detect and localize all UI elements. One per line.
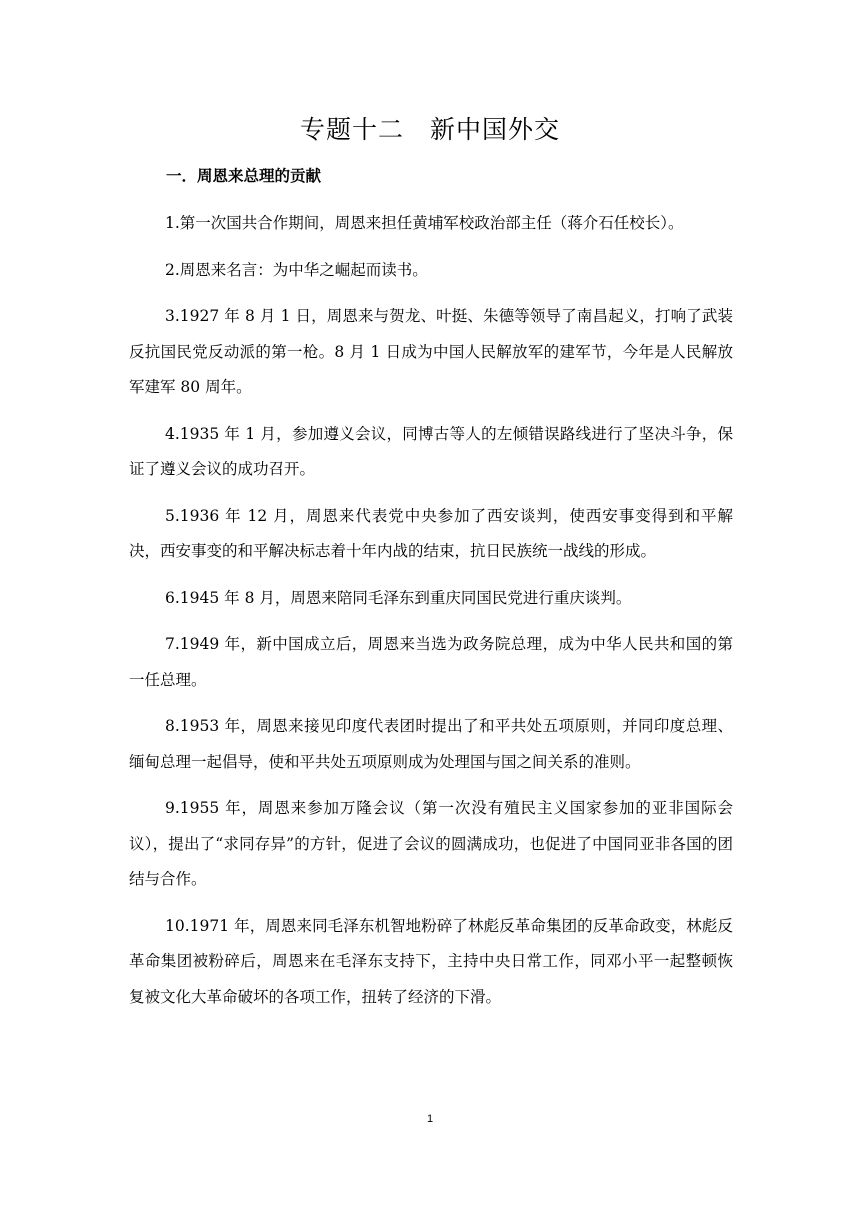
paragraph: 4.1935 年 1 月，参加遵义会议，同博古等人的左倾错误路线进行了坚决斗争，保证了遵义会议的成功召开。 xyxy=(129,424,733,478)
paragraph: 6.1945 年 8 月，周恩来陪同毛泽东到重庆同国民党进行重庆谈判。 xyxy=(165,588,632,607)
paragraph: 9.1955 年，周恩来参加万隆会议（第一次没有殖民主义国家参加的亚非国际会议），提出了“求同存异”的方针，促进了会议的圆满成功，也促进了中国同亚非各国的团结与合作。 xyxy=(129,799,733,888)
document-title: 专题十二 新中国外交 xyxy=(299,115,560,144)
paragraph: 7.1949 年，新中国成立后，周恩来当选为政务院总理，成为中华人民共和国的第一任总理。 xyxy=(129,635,733,689)
body-text xyxy=(129,206,733,1015)
paragraph: 3.1927 年 8 月 1 日，周恩来与贺龙、叶挺、朱德等领导了南昌起义，打响了武装反抗国民党反动派的第一枪。8 月 1 日成为中国人民解放军的建军节，今年是人民解放军建军 80 周年。 xyxy=(129,307,733,396)
section-heading: 一．周恩来总理的贡献 xyxy=(166,167,322,185)
paragraph: 10.1971 年，周恩来同毛泽东机智地粉碎了林彪反革命集团的反革命政变，林彪反革命集团被粉碎后，周恩来在毛泽东支持下，主持中央日常工作，同邓小平一起整顿恢复被文化大革命破坏的各项工作，扭转了经济的下滑。 xyxy=(129,916,733,1006)
paragraph: 1.第一次国共合作期间，周恩来担任黄埔军校政治部主任（蒋介石任校长）。 xyxy=(165,214,684,232)
page-number: 1 xyxy=(426,1113,434,1125)
paragraph: 5.1936 年 12 月，周恩来代表党中央参加了西安谈判，使西安事变得到和平解决，西安事变的和平解决标志着十年内战的结束，抗日民族统一战线的形成。 xyxy=(129,506,733,560)
paragraph: 8.1953 年，周恩来接见印度代表团时提出了和平共处五项原则，并同印度总理、缅甸总理一起倡导，使和平共处五项原则成为处理国与国之间关系的准则。 xyxy=(129,717,733,771)
paragraph: 2.周恩来名言：为中华之崛起而读书。 xyxy=(165,260,428,279)
